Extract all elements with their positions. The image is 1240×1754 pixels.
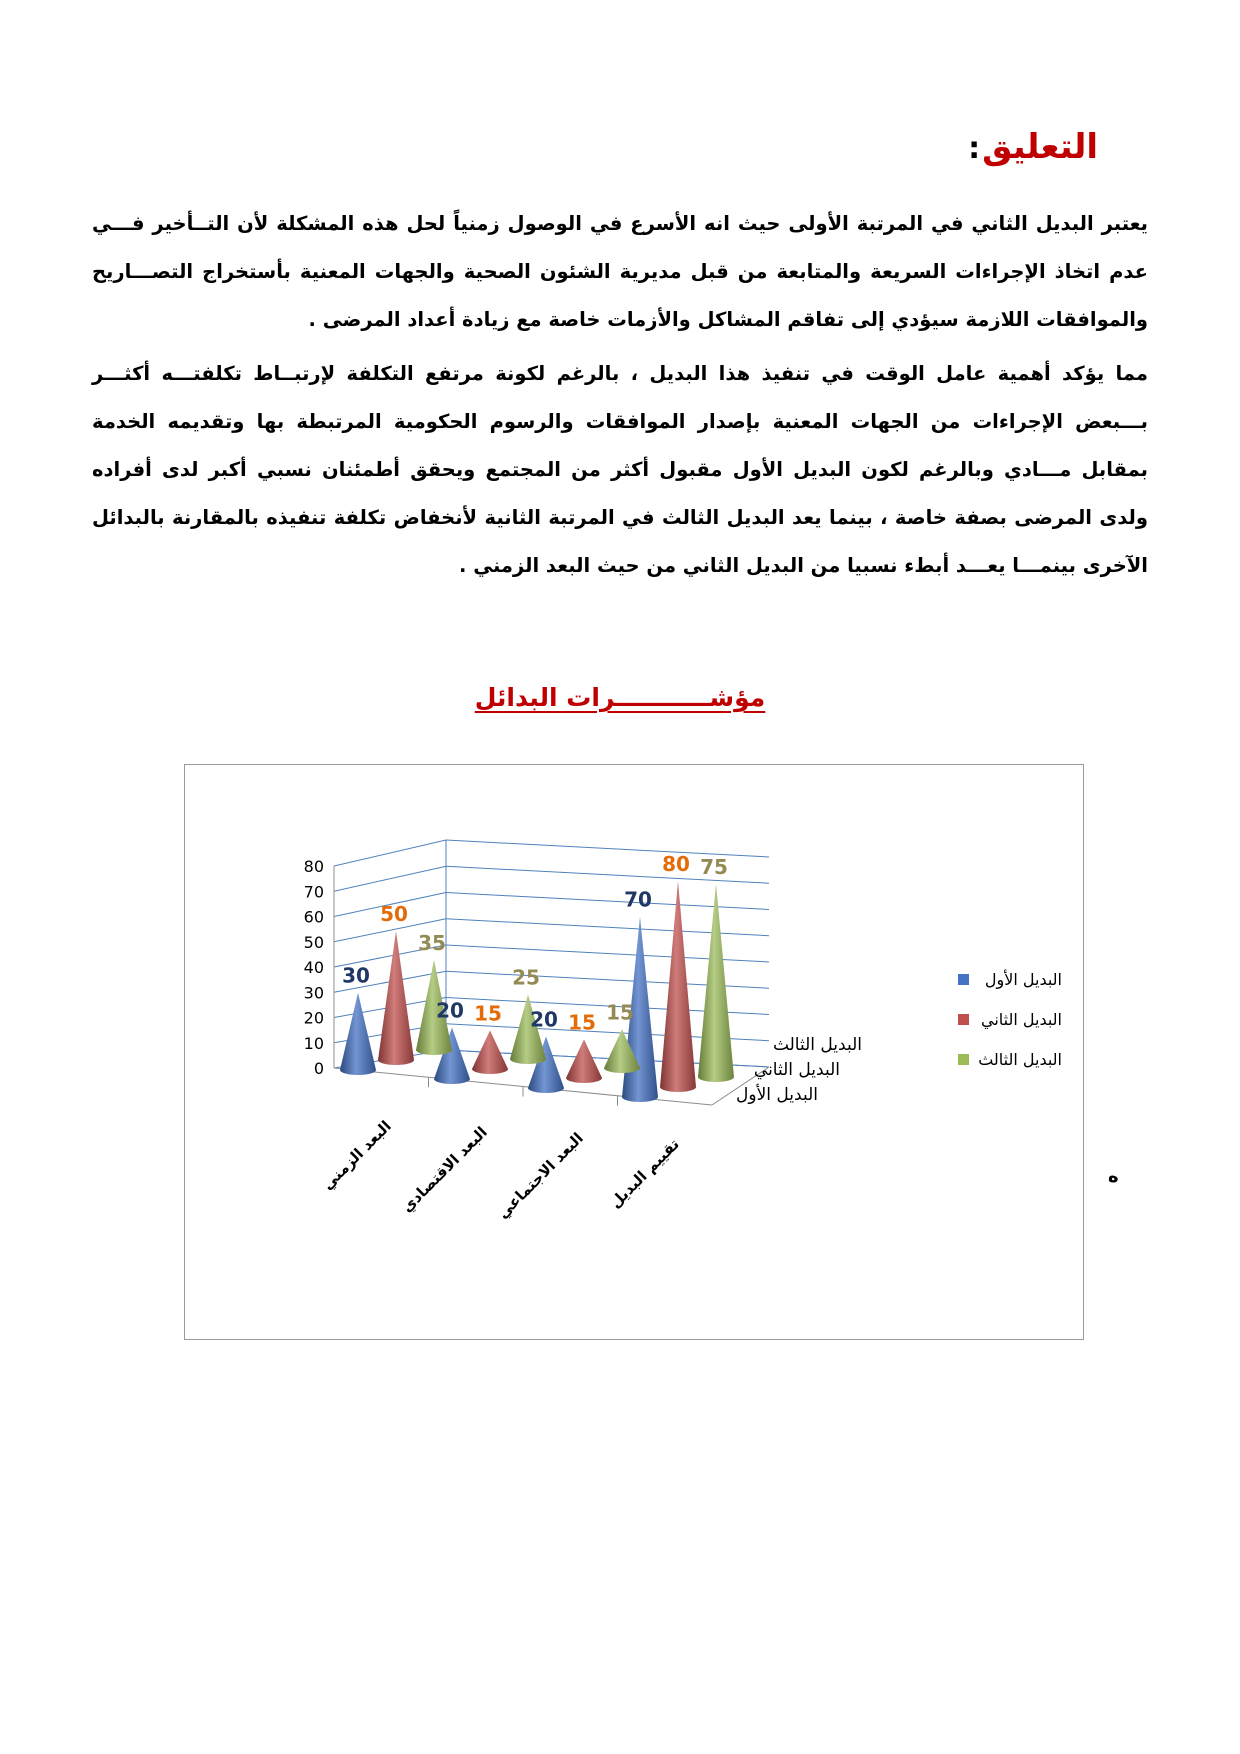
- data-label: 25: [512, 965, 540, 990]
- legend-label: البديل الثاني: [980, 1010, 1062, 1029]
- grid-side-line: [334, 840, 446, 866]
- cone-body: [340, 993, 376, 1075]
- category-label: البعد الزمني: [318, 1117, 395, 1194]
- grid-back-line: [446, 893, 769, 910]
- category-label: البعد الاجتماعي: [493, 1129, 587, 1223]
- legend-label: البديل الأول: [984, 970, 1062, 989]
- grid-side-line: [334, 866, 446, 891]
- data-label: 20: [436, 998, 464, 1023]
- cone-2-2: [472, 1030, 508, 1074]
- cone-body: [698, 884, 734, 1082]
- chart-legend: [958, 969, 1062, 1069]
- data-label: 30: [342, 963, 370, 988]
- chart-title-text: مؤشـــــــــــرات البدائل: [474, 683, 766, 712]
- chart-frame: [184, 764, 1084, 1340]
- cone-body: [472, 1030, 508, 1074]
- legend-swatch: [958, 974, 969, 985]
- cone-1-1: [340, 993, 376, 1075]
- y-tick-label: 80: [303, 857, 324, 876]
- depth-axis-label: البديل الثالث: [772, 1035, 862, 1055]
- chart-title: [0, 683, 1240, 712]
- y-tick-label: 30: [303, 983, 324, 1003]
- cone-body: [378, 931, 414, 1065]
- chart-svg: [185, 765, 1083, 1339]
- paragraph-1: يعتبر البديل الثاني في المرتبة الأولى حيث انه الأسرع في الوصول زمنياً لحل هذه المشكلة لأن التــأخير فـــي عدم اتخاذ الإجراءات السريعة والمتابعة من قبل مديرية الشئون الصحية والجهات المعنية بأستخراج التصـــاريح والموافقات اللازمة سيؤدي إلى تفاقم المشاكل والأزمات خاصة مع زيادة أعداد المرضى .: [92, 212, 1148, 331]
- margin-mark: ه: [1108, 1166, 1119, 1187]
- legend-label: البديل الثالث: [978, 1050, 1062, 1069]
- cone-2-1: [378, 931, 414, 1065]
- chart-plot-area: [304, 840, 862, 1222]
- y-tick-label: 20: [303, 1008, 324, 1028]
- cone-body: [566, 1039, 602, 1083]
- y-tick-label: 10: [303, 1033, 324, 1053]
- category-label: تقييم البديل: [606, 1135, 683, 1212]
- cone-3-4: [698, 884, 734, 1082]
- cone-2-3: [566, 1039, 602, 1083]
- heading-text: التعليق: [982, 127, 1098, 167]
- data-label: 70: [624, 887, 652, 912]
- y-tick-label: 0: [313, 1059, 324, 1078]
- comment-heading: [968, 127, 1098, 167]
- paragraph-2: مما يؤكد أهمية عامل الوقت في تنفيذ هذا البديل ، بالرغم لكونة مرتفع التكلفة لإرتبــاط تكلفتـــه أكثـــر بـــبعض الإجراءات من الجهات المعنية بإصدار الموافقات والرسوم الحكومية المرتبطة بها وتقديمه الخدمة بمقابل مـــادي وبالرغم لكون البديل الأول مقبول أكثر من المجتمع ويحقق أطمئنان نسبي أكبر لدى أفراده ولدى المرضى بصفة خاصة ، بينما يعد البديل الثالث في المرتبة الثانية لأنخفاض تكلفة تنفيذه بالمقارنة بالبدائل الآخرى بينمـــا يعـــد أبطء نسبيا من البديل الثاني من حيث البعد الزمني .: [92, 362, 1148, 577]
- data-label: 35: [418, 930, 446, 955]
- category-label: البعد الاقتصادي: [397, 1123, 491, 1216]
- y-tick-label: 70: [303, 882, 324, 902]
- data-label: 15: [568, 1010, 596, 1035]
- data-label: 50: [380, 902, 408, 927]
- cone-body: [660, 881, 696, 1092]
- heading-colon: :: [968, 131, 981, 166]
- legend-swatch: [958, 1014, 969, 1025]
- data-label: 75: [700, 854, 728, 879]
- cone-2-4: [660, 881, 696, 1092]
- data-label: 20: [530, 1007, 558, 1032]
- y-tick-label: 60: [303, 907, 324, 927]
- depth-axis-label: البديل الأول: [736, 1085, 818, 1105]
- y-tick-label: 40: [303, 958, 324, 977]
- data-label: 15: [606, 1000, 634, 1025]
- data-label: 15: [474, 1001, 502, 1026]
- y-tick-label: 50: [303, 932, 324, 952]
- data-label: 80: [662, 851, 690, 876]
- depth-axis-label: البديل الثاني: [753, 1060, 840, 1080]
- legend-swatch: [958, 1054, 969, 1065]
